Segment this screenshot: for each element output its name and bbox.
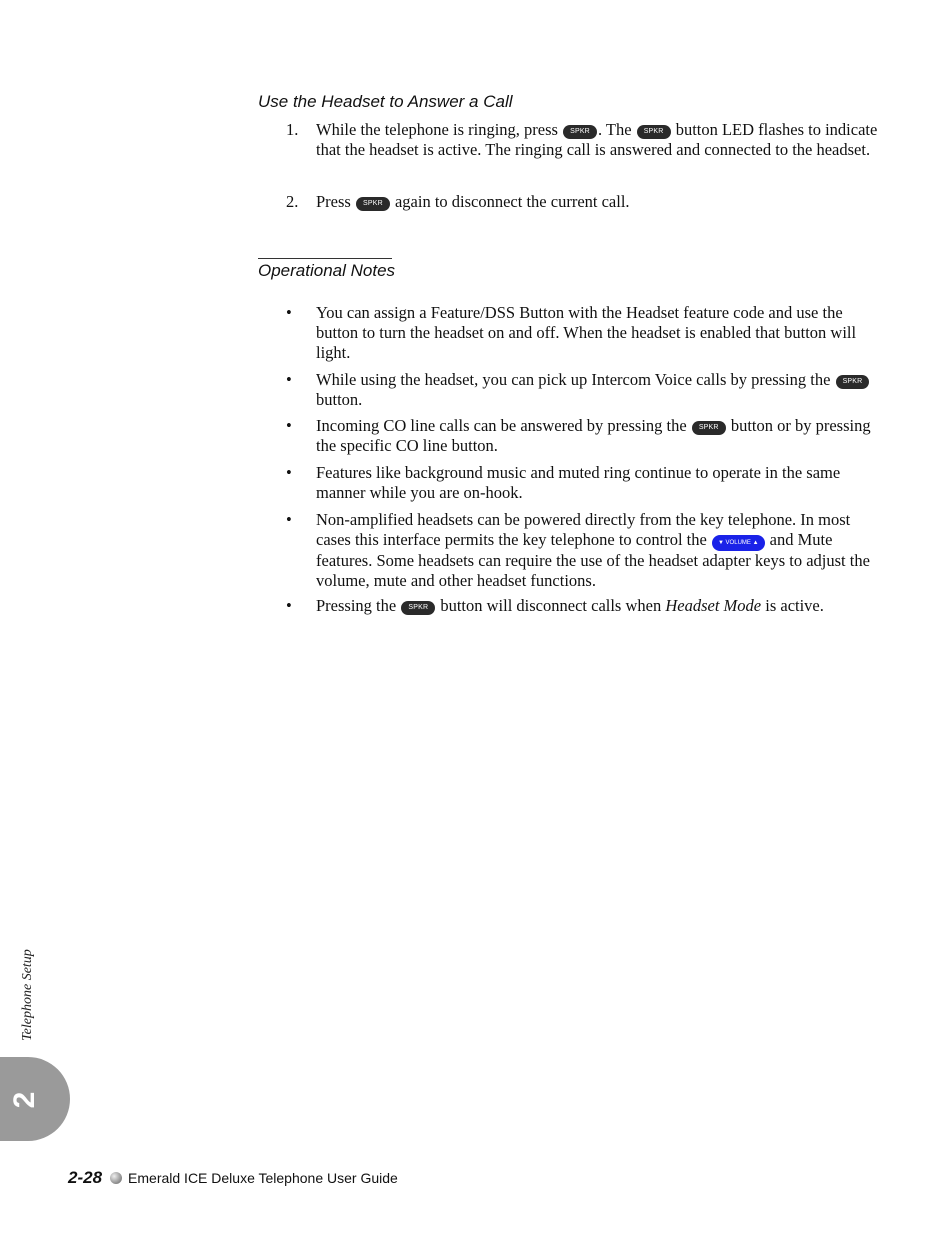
spkr-key-icon: SPKR — [836, 375, 870, 389]
step-text-part: again to disconnect the current call. — [394, 192, 630, 211]
note-text-part: button will disconnect calls when — [440, 596, 662, 615]
note-text: Features like background music and muted ring continue to operate in the same manner while you are on-hook. — [316, 463, 841, 502]
step-text-part: button LED flashes to indicate that the headset is active. The ringing call is answered and connected to the headset. — [316, 120, 878, 159]
mode-name: Headset Mode — [665, 596, 762, 615]
bullet-icon: • — [286, 370, 292, 389]
chapter-title: Telephone Setup — [20, 949, 35, 1041]
page-number: 2-28 — [68, 1168, 103, 1187]
spkr-key-icon: SPKR — [637, 125, 671, 139]
note-text — [316, 370, 886, 410]
bullet-icon: • — [286, 596, 292, 615]
step-text-part: Press — [316, 192, 351, 211]
note-text-part: Pressing the — [316, 596, 397, 615]
note-text: You can assign a Feature/DSS Button with the Headset feature code and use the button to turn the headset on and off. When the headset is enabled that button will light. — [316, 303, 857, 362]
notes-heading: Operational Notes — [258, 261, 396, 280]
note-text-part: is active. — [765, 596, 824, 615]
note-text-part: button or by pressing the specific CO line button. — [316, 416, 871, 455]
page-footer — [68, 1168, 398, 1188]
bullet-icon: • — [286, 463, 292, 482]
spkr-key-icon: SPKR — [692, 421, 726, 435]
note-text-part: While using the headset, you can pick up Intercom Voice calls by pressing the — [316, 370, 831, 389]
bullet-icon: • — [286, 303, 292, 322]
step-number: 1. — [286, 120, 299, 139]
step-text-part: . The — [597, 120, 632, 139]
note-text — [316, 596, 886, 616]
note-text-part: Non-amplified headsets can be powered directly from the key telephone. In most cases this interface permits the key telephone to control the — [316, 510, 851, 549]
volume-key-icon: ▼ VOLUME ▲ — [712, 535, 765, 551]
section-heading: Use the Headset to Answer a Call — [258, 92, 513, 111]
heading-rule — [258, 258, 392, 259]
note-text — [316, 510, 886, 591]
bullet-icon: • — [286, 510, 292, 529]
spkr-key-icon: SPKR — [563, 125, 597, 139]
note-text-part: Incoming CO line calls can be answered by pressing the — [316, 416, 687, 435]
step-text-part: While the telephone is ringing, press — [316, 120, 558, 139]
bullet-dot-icon — [110, 1172, 122, 1184]
spkr-key-icon: SPKR — [356, 197, 390, 211]
note-text-part: button. — [316, 390, 363, 409]
bullet-icon: • — [286, 416, 292, 435]
note-text — [316, 416, 886, 456]
note-text-part: and Mute features. Some headsets can require the use of the headset adapter keys to adjust the volume, mute and other headset functions. — [316, 530, 870, 590]
chapter-number: 2 — [8, 1091, 41, 1109]
step-text — [316, 192, 886, 212]
step-text — [316, 120, 886, 159]
guide-title: Emerald ICE Deluxe Telephone User Guide — [128, 1170, 398, 1186]
spkr-key-icon: SPKR — [401, 601, 435, 615]
step-number: 2. — [286, 192, 299, 211]
